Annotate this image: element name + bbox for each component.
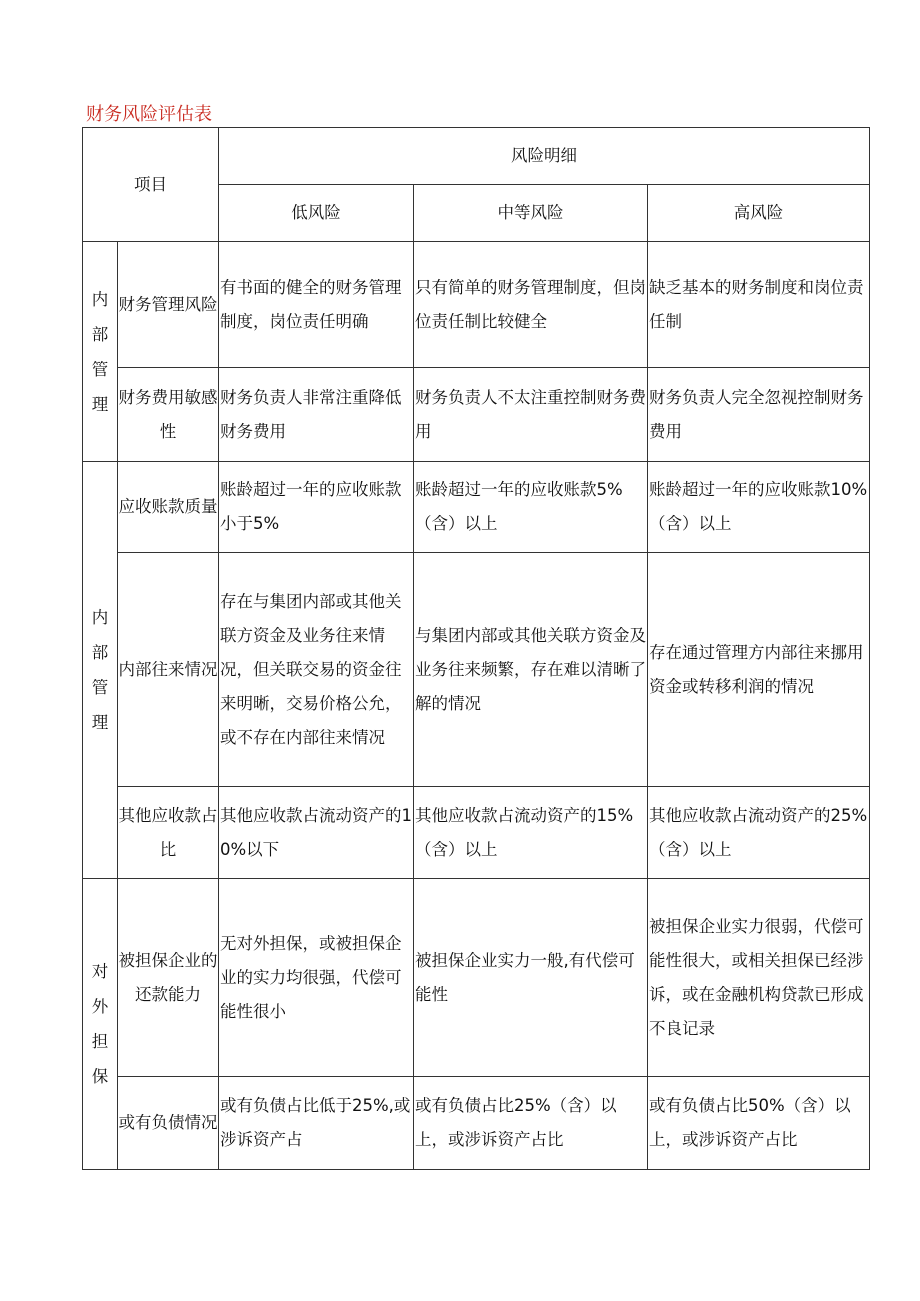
low-risk-cell: 其他应收款占流动资产的10%以下 — [219, 787, 414, 879]
category-label: 对外担保 — [91, 962, 109, 1086]
risk-assessment-table — [82, 127, 870, 1170]
medium-risk-cell: 账龄超过一年的应收账款5%（含）以上 — [414, 462, 648, 553]
low-risk-cell: 存在与集团内部或其他关联方资金及业务往来情况，但关联交易的资金往来明晰，交易价格公允，或不存在内部往来情况 — [219, 553, 414, 787]
low-risk-cell: 无对外担保，或被担保企业的实力均很强，代偿可能性很小 — [219, 879, 414, 1077]
high-risk-cell: 财务负责人完全忽视控制财务费用 — [648, 368, 870, 462]
medium-risk-cell: 其他应收款占流动资产的15%（含）以上 — [414, 787, 648, 879]
header-item: 项目 — [83, 128, 219, 242]
high-risk-cell: 缺乏基本的财务制度和岗位责任制 — [648, 242, 870, 368]
category-cell — [83, 879, 118, 1170]
category-cell — [83, 242, 118, 462]
high-risk-cell: 存在通过管理方内部往来挪用资金或转移利润的情况 — [648, 553, 870, 787]
low-risk-cell: 账龄超过一年的应收账款小于5% — [219, 462, 414, 553]
medium-risk-cell: 或有负债占比25%（含）以上，或涉诉资产占比 — [414, 1077, 648, 1170]
low-risk-cell: 有书面的健全的财务管理制度，岗位责任明确 — [219, 242, 414, 368]
medium-risk-cell: 只有简单的财务管理制度，但岗位责任制比较健全 — [414, 242, 648, 368]
item-cell: 应收账款质量 — [118, 462, 219, 553]
header-row — [83, 128, 870, 185]
table-row — [83, 553, 870, 787]
table-row — [83, 879, 870, 1077]
item-cell: 被担保企业的还款能力 — [118, 879, 219, 1077]
category-label: 内部管理 — [91, 289, 109, 414]
low-risk-cell: 财务负责人非常注重降低财务费用 — [219, 368, 414, 462]
item-cell: 其他应收款占比 — [118, 787, 219, 879]
table-row — [83, 368, 870, 462]
high-risk-cell: 其他应收款占流动资产的25%（含）以上 — [648, 787, 870, 879]
header-low-risk: 低风险 — [219, 185, 414, 242]
header-medium-risk: 中等风险 — [414, 185, 648, 242]
table-row — [83, 242, 870, 368]
item-cell: 财务管理风险 — [118, 242, 219, 368]
high-risk-cell: 被担保企业实力很弱，代偿可能性很大，或相关担保已经涉诉，或在金融机构贷款已形成不良记录 — [648, 879, 870, 1077]
category-cell — [83, 462, 118, 879]
category-label: 内部管理 — [91, 608, 109, 732]
low-risk-cell: 或有负债占比低于25%,或涉诉资产占 — [219, 1077, 414, 1170]
medium-risk-cell: 与集团内部或其他关联方资金及业务往来频繁，存在难以清晰了解的情况 — [414, 553, 648, 787]
document-title: 财务风险评估表 — [86, 104, 212, 125]
medium-risk-cell: 被担保企业实力一般,有代偿可能性 — [414, 879, 648, 1077]
medium-risk-cell: 财务负责人不太注重控制财务费用 — [414, 368, 648, 462]
high-risk-cell: 或有负债占比50%（含）以上，或涉诉资产占比 — [648, 1077, 870, 1170]
table-row — [83, 787, 870, 879]
header-risk-detail: 风险明细 — [219, 128, 870, 185]
table-row — [83, 1077, 870, 1170]
item-cell: 内部往来情况 — [118, 553, 219, 787]
item-cell: 或有负债情况 — [118, 1077, 219, 1170]
header-high-risk: 高风险 — [648, 185, 870, 242]
item-cell: 财务费用敏感性 — [118, 368, 219, 462]
high-risk-cell: 账龄超过一年的应收账款10%（含）以上 — [648, 462, 870, 553]
table-row — [83, 462, 870, 553]
